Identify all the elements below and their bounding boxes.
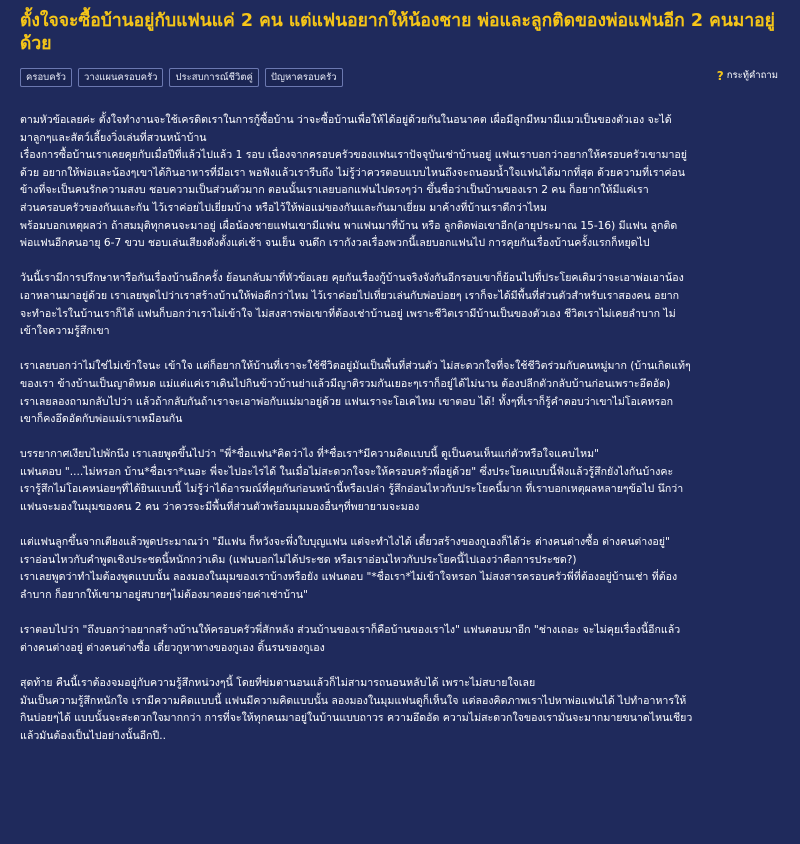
post-line: เอาหลานมาอยู่ด้วย เราเลยพูดไปว่าเราสร้างบ้านให้พ่อดีกว่าไหม ไว้เราค่อยไปเที่ยวเล่นกับพ่อบ่อยๆ เราก็จะได้มีพื้นที่ส่วนตัวสำหรับเราสองคน อยาก [20, 289, 680, 302]
post-line: ตามหัวข้อเลยค่ะ ตั้งใจทำงานจะใช้เครดิตเราในการกู้ซื้อบ้าน ว่าจะซื้อบ้านเพื่อให้ได้อยู่ด้วยกันในอนาคต เผื่อมีลูกมีหมามีแมวเป็นของตัวเอง จะได้ [20, 114, 672, 126]
post-line: เราเลยพูดว่าทำไมต้องพูดแบบนั้น ลองมองในมุมของเราบ้างหรือยัง แฟนตอบ "*ชื่อเรา*ไม่เข้าใจหรอก ไม่สงสารครอบครัวพี่ที่ต้องอยู่บ้านเช่า ที่ต้อง [20, 571, 678, 584]
post-line: กินบ่อยๆได้ แบบนั้นจะสะดวกใจมากกว่า การที่จะให้ทุกคนมาอยู่ในบ้านแบบถาวร ความอึดอัด ความไม่สะดวกใจของเรามันจะมากมายขนาดไหนเชียว [20, 712, 693, 725]
post-line: วันนี้เรามีการปรึกษาหารือกันเรื่องบ้านอีกครั้ง ย้อนกลับมาที่หัวข้อเลย คุยกันเรื่องกู้บ้านจริงจังกันอีกรอบเขาก็ย้อนไปที่ประโยคเดิมว่าจะเอาพ่อเอาน้อง [20, 272, 684, 285]
post-line: ส่วนครอบครัวของกันและกัน ไว้เราค่อยไปเยี่ยมบ้าง หรือไว้ให้พ่อแม่ของกันและกันมาเยี่ยม มาค้างที่บ้านเราดีกว่าไหม [20, 201, 548, 214]
post-line: เรื่องการซื้อบ้านเราเคยคุยกับเมื่อปีที่แล้วไปแล้ว 1 รอบ เนื่องจากครอบครัวของแฟนเราปัจจุบันเช่าบ้านอยู่ แฟนเราบอกว่าอยากให้ครอบครัวเขามาอยู่ [20, 149, 687, 162]
post-line: จะทำอะไรในบ้านเราก็ได้ แฟนก็บอกว่าเราไม่เข้าใจ ไม่สงสารพ่อเขาที่ต้องเช่าบ้านอยู่ เพราะชีวิตเรามีบ้านเป็นของตัวเอง ชีวิตเราไม่เคยลำบาก ไม่ [20, 307, 676, 320]
post-paragraph [20, 270, 782, 340]
post-line: ด้วย อยากให้พ่อและน้องๆเขาได้กินอาหารที่มีอเรา พอฟังแล้วเรารีบถึง ไม่รู้ว่าควรตอบแบบไหนถึงจะถนอมน้ำใจแฟนได้มากที่สุด ด้วยความที่เราค่อน [20, 166, 686, 179]
post-paragraph [20, 675, 782, 745]
post-line: เราตอบไปว่า "ถึงบอกว่าอยากสร้างบ้านให้ครอบครัวพี่สักหลัง ส่วนบ้านของเราก็คือบ้านของเราไง" แฟนตอบมาอีก "ช่างเถอะ จะไม่คุยเรื่องนี้อีกแล้ว [20, 624, 681, 637]
post-line: เราเลยบอกว่าไม่ใช่ไม่เข้าใจนะ เข้าใจ แต่ก็อยากให้บ้านที่เราจะใช้ชีวิตอยู่มันเป็นพื้นที่ส่วนตัว ไม่สะดวกใจที่จะใช้ชีวิตร่วมกับคนหมู่มาก (บ้านเกิดแท้ๆ [20, 360, 691, 373]
post-line: มาลูกๆและสัตว์เลี้ยงวิ่งเล่นที่สวนหน้าบ้าน [20, 131, 207, 144]
post-line: บรรยากาศเงียบไปพักนึง เราเลยพูดขึ้นไปว่า "พี่*ชื่อแฟน*คิดว่าไง ที่*ชื่อเรา*มีความคิดแบบนี้ ดูเป็นคนเห็นแก่ตัวหรือใจแคบไหม" [20, 448, 599, 461]
post-line: พร้อมบอกเหตุผลว่า ถ้าสมมุติทุกคนจะมาอยู่ เผื่อน้องชายแฟนเขามีแฟน พาแฟนมาที่บ้าน หรือ ลูกติดพ่อเขาอีก(อายุประมาณ 15-16) มีแฟน ลูกติด [20, 219, 678, 232]
post-paragraph [20, 534, 782, 604]
question-mark-icon: ? [716, 68, 724, 83]
tag-family-problems[interactable]: ปัญหาครอบครัว [265, 68, 343, 87]
tag-family[interactable]: ครอบครัว [20, 68, 72, 87]
post-line: ข้างที่จะเป็นคนรักความสงบ ชอบความเป็นส่วนตัวมาก ตอนนั้นเราเลยบอกแฟนไปตรงๆว่า ขึ้นชื่อว่าเป็นบ้านของเรา 2 คน ก็อยากให้มีแค่เรา [20, 184, 649, 197]
post-line: ต่างคนต่างอยู่ ต่างคนต่างซื้อ เดี๋ยวกูหาทางของกูเอง ดิ้นรนของกูเอง [20, 641, 325, 654]
post-line: ของเรา ข้างบ้านเป็นญาติหมด แม่แต่แค่เราเดินไปกินข้าวบ้านย่าแล้วมีญาติรวมกันเยอะๆเราก็อยู่ได้ไม่นาน ต้องปลีกตัวกลับบ้านก่อนเพราะอึดอัด) [20, 377, 671, 390]
post-line: ลำบาก ก็อยากให้เขามาอยู่สบายๆไม่ต้องมาคอยจ่ายค่าเช่าบ้าน" [20, 589, 309, 602]
tag-family-planning[interactable]: วางแผนครอบครัว [78, 68, 163, 87]
post-body [20, 112, 782, 763]
post-line: สุดท้าย คืนนี้เราต้องจมอยู่กับความรู้สึกหน่วงๆนี้ โดยที่ข่มตานอนแล้วก็ไม่สามารถนอนหลับได้ เพราะไม่สบายใจเลย [20, 677, 536, 689]
post-line: แฟนตอบ "....ไม่หรอก บ้าน*ชื่อเรา*เนอะ พี่จะไปอะไรได้ ในเมื่อไม่สะดวกใจจะให้ครอบครัวพี่อยู่ด้วย" ซึ่งประโยคแบบนี้ฟังแล้วรู้สึกยังไงกันบ้างคะ [20, 465, 674, 478]
post-line: มันเป็นความรู้สึกหนักใจ เรามีความคิดแบบนี้ แฟนมีความคิดแบบนั้น ลองมองในมุมแฟนดูก็เห็นใจ แต่ลองคิดภาพเราไปหาพ่อแฟนได้ ไปทำอาหารให้ [20, 694, 687, 707]
post-line: แฟนจะมองในมุมของคน 2 คน ว่าควรจะมีพื้นที่ส่วนตัวพร้อมมุมมองอื่นๆที่พยายามจะมอง [20, 501, 420, 514]
post-line: เขาก็คงอึดอัดกับพ่อแม่เราเหมือนกัน [20, 413, 183, 426]
post-paragraph [20, 446, 782, 516]
post-line: แล้วมันต้องเป็นไปอย่างนั้นอีกปี.. [20, 729, 166, 742]
post-paragraph [20, 622, 782, 657]
question-topic-badge[interactable] [717, 68, 778, 83]
post-line: แต่แฟนลูกขึ้นจากเตียงแล้วพูดประมาณว่า "มีแฟน ก็หวังจะพึ่งใบบุญแฟน แต่จะทำไงได้ เดี๋ยวสร้างของกูเองก็ได้ว่ะ ต่างคนต่างซื้อ ต่างคนต่างอยู่" [20, 536, 670, 549]
question-topic-label: กระทู้คำถาม [726, 70, 778, 81]
post-paragraph [20, 112, 782, 253]
post-line: พ่อแฟนอีกคนอายุ 6-7 ขวบ ชอบเล่นเสียงดังตั้งแต่เช้า จนเย็น จนดึก เรากังวลเรื่องพวกนี้เลยบอกแฟนไป การคุยกันเรื่องบ้านครั้งแรกก็หยุดไป [20, 237, 650, 250]
tag-list [20, 68, 343, 87]
post-line: เรารู้สึกไม่โอเคหน่อยๆที่ได้ยินแบบนี้ ไม่รู้ว่าได้อารมณ์ที่คุยกันก่อนหน้านี้หรือเปล่า รู้สึกอ่อนไหวกับประโยคนี้มาก ที่เราบอกเหตุผลหลายๆข้อไป นึกว่า [20, 483, 684, 496]
post-line: เราเลยลองถามกลับไปว่า แล้วถ้ากลับกันถ้าเราจะเอาพ่อกับแม่มาอยู่ด้วย แฟนเราจะโอเคไหม เขาตอบ ได้! ทั้งๆที่เราก็รู้คำตอบว่าเขาไม่โอเคหรอก [20, 395, 674, 408]
post-line: เราอ่อนไหวกับคำพูดเชิงประชดนี้หนักกว่าเดิม (แฟนบอกไม่ได้ประชด หรือเราอ่อนไหวกับประโยคนี้ไปเองว่าคือการประชด?) [20, 553, 577, 566]
tag-couple-life[interactable]: ประสบการณ์ชีวิตคู่ [169, 68, 258, 87]
post-line: เข้าใจความรู้สึกเขา [20, 325, 110, 338]
post-paragraph [20, 358, 782, 428]
topic-title: ตั้งใจจะซื้อบ้านอยู่กับแฟนแค่ 2 คน แต่แฟนอยากให้น้องชาย พ่อและลูกติดของพ่อแฟนอีก 2 คนมาอยู่ด้วย [20, 11, 775, 54]
